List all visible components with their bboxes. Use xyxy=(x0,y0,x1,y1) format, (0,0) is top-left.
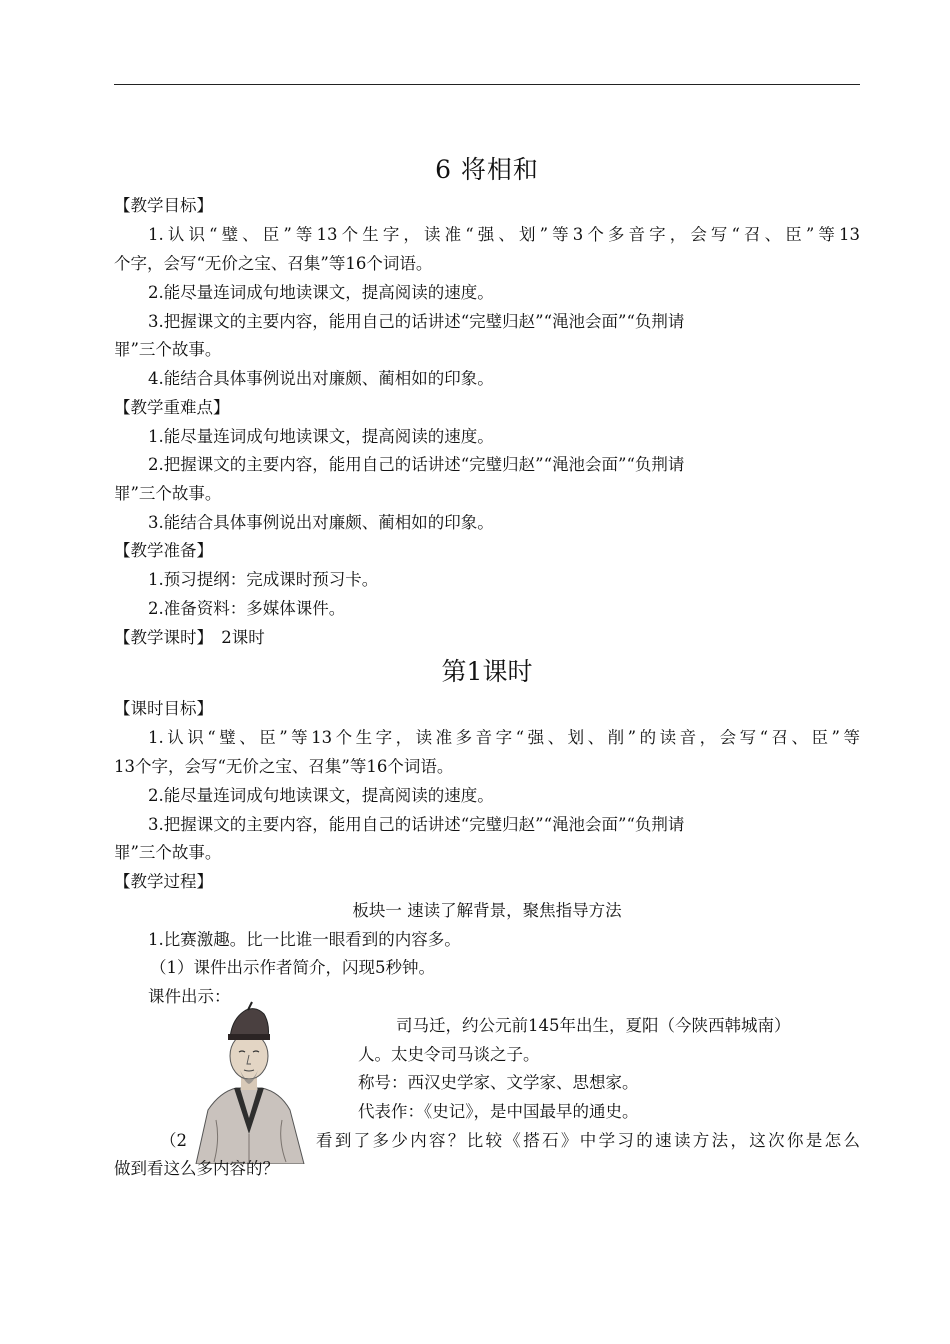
bio-line-3: 称号：西汉史学家、文学家、思想家。 xyxy=(358,1073,639,1092)
key-line-2: 2.把握课文的主要内容，能用自己的话讲述“完璧归赵”“渑池会面”“负荆请 xyxy=(148,455,685,474)
bio-line-1: 司马迁，约公元前145年出生，夏阳（今陕西韩城南） xyxy=(396,1016,791,1035)
lesson1-goal-1: 1.认识“璧、臣”等13个生字，读准多音字“强、划、削”的读音，会写“召、臣”等 xyxy=(148,728,860,747)
goal-line-1: 1.认识“璧、臣”等13个生字，读准“强、划”等3个多音字，会写“召、臣”等13 xyxy=(148,225,860,244)
prep-line-2: 2.准备资料：多媒体课件。 xyxy=(148,599,346,618)
goal-line-1-cont: 个字，会写“无价之宝、召集”等16个词语。 xyxy=(114,254,433,273)
question-2-prefix: （2 xyxy=(160,1131,187,1150)
key-line-3: 3.能结合具体事例说出对廉颇、蔺相如的印象。 xyxy=(148,513,494,532)
prep-header: 【教学准备】 xyxy=(114,541,213,560)
bio-line-2: 人。太史令司马谈之子。 xyxy=(358,1045,540,1064)
step-1-sub: （1）课件出示作者简介，闪现5秒钟。 xyxy=(150,958,435,977)
question-2-cont: 做到看这么多内容的？ xyxy=(114,1159,279,1178)
lesson1-title: 第1课时 xyxy=(441,657,533,686)
process-header: 【教学过程】 xyxy=(114,872,213,891)
lesson-title: 6 将相和 xyxy=(435,155,539,184)
goal-line-4: 4.能结合具体事例说出对廉颇、蔺相如的印象。 xyxy=(148,369,494,388)
header-rule xyxy=(114,84,860,85)
lesson1-goal-1-cont: 13个字，会写“无价之宝、召集”等16个词语。 xyxy=(114,757,454,776)
question-2: 看到了多少内容？比较《搭石》中学习的速读方法，这次你是怎么 xyxy=(316,1131,860,1150)
step-1-show: 课件出示： xyxy=(148,987,231,1006)
lesson1-goal-3: 3.把握课文的主要内容，能用自己的话讲述“完璧归赵”“渑池会面”“负荆请 xyxy=(148,815,685,834)
hours-line: 【教学课时】 2课时 xyxy=(114,628,265,647)
lesson1-goal-3-cont: 罪”三个故事。 xyxy=(114,843,222,862)
goals-header: 【教学目标】 xyxy=(114,196,213,215)
key-line-1: 1.能尽量连词成句地读课文，提高阅读的速度。 xyxy=(148,427,494,446)
prep-line-1: 1.预习提纲：完成课时预习卡。 xyxy=(148,570,379,589)
lesson1-goals-header: 【课时目标】 xyxy=(114,699,213,718)
block-title: 板块一 速读了解背景，聚焦指导方法 xyxy=(352,901,622,920)
sima-qian-portrait xyxy=(186,1000,312,1164)
bio-line-4: 代表作：《史记》，是中国最早的通史。 xyxy=(358,1102,639,1121)
key-header: 【教学重难点】 xyxy=(114,398,230,417)
goal-line-3: 3.把握课文的主要内容，能用自己的话讲述“完璧归赵”“渑池会面”“负荆请 xyxy=(148,312,685,331)
goal-line-2: 2.能尽量连词成句地读课文，提高阅读的速度。 xyxy=(148,283,494,302)
key-line-2-cont: 罪”三个故事。 xyxy=(114,484,222,503)
lesson1-goal-2: 2.能尽量连词成句地读课文，提高阅读的速度。 xyxy=(148,786,494,805)
goal-line-3-cont: 罪”三个故事。 xyxy=(114,340,222,359)
step-1: 1.比赛激趣。比一比谁一眼看到的内容多。 xyxy=(148,930,461,949)
